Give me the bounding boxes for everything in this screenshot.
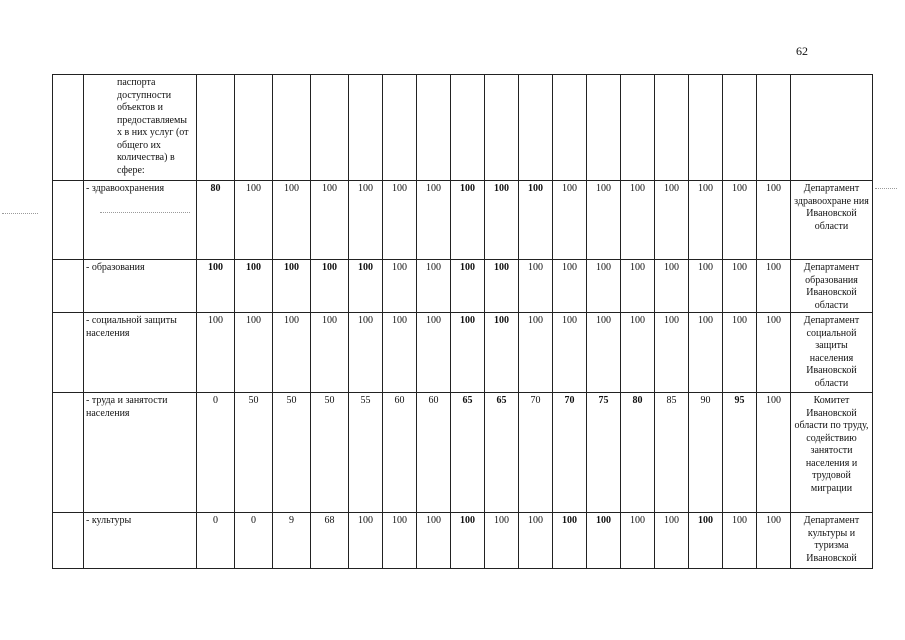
value-cell: 100 [587, 260, 621, 313]
value-cell: 100 [349, 513, 383, 569]
value-cell: 100 [519, 313, 553, 393]
value-cell: 60 [383, 393, 417, 513]
value-cell: 100 [417, 513, 451, 569]
value-cell: 100 [519, 260, 553, 313]
value-cell: 60 [417, 393, 451, 513]
indicator-label: - образования [84, 260, 197, 313]
value-cell: 0 [197, 393, 235, 513]
value-cell: 100 [451, 260, 485, 313]
value-cell: 85 [655, 393, 689, 513]
value-cell: 100 [723, 313, 757, 393]
value-cell: 100 [485, 513, 519, 569]
value-cell: 100 [655, 181, 689, 260]
value-cell: 100 [757, 313, 791, 393]
value-cell: 100 [485, 313, 519, 393]
table-row [53, 260, 873, 313]
value-cell: 70 [553, 393, 587, 513]
value-cell: 100 [689, 260, 723, 313]
value-cell [689, 75, 723, 181]
indicator-table [52, 74, 873, 569]
scan-artifact [100, 212, 190, 213]
value-cell [587, 75, 621, 181]
value-cell: 9 [273, 513, 311, 569]
value-cell [311, 75, 349, 181]
value-cell [383, 75, 417, 181]
value-cell: 100 [519, 513, 553, 569]
value-cell: 100 [485, 181, 519, 260]
value-cell: 100 [587, 513, 621, 569]
value-cell: 100 [235, 313, 273, 393]
value-cell: 100 [621, 260, 655, 313]
value-cell [417, 75, 451, 181]
value-cell: 100 [655, 260, 689, 313]
value-cell: 100 [689, 513, 723, 569]
value-cell: 100 [197, 313, 235, 393]
value-cell: 65 [451, 393, 485, 513]
value-cell [723, 75, 757, 181]
value-cell: 0 [197, 513, 235, 569]
indicator-label: - культуры [84, 513, 197, 569]
value-cell: 100 [451, 513, 485, 569]
value-cell: 75 [587, 393, 621, 513]
value-cell: 80 [197, 181, 235, 260]
page-number: 62 [796, 44, 808, 58]
value-cell: 100 [655, 513, 689, 569]
value-cell: 100 [553, 513, 587, 569]
value-cell: 65 [485, 393, 519, 513]
value-cell: 100 [553, 181, 587, 260]
value-cell: 50 [273, 393, 311, 513]
value-cell [197, 75, 235, 181]
indicator-label: паспорта доступности объектов и предоставляемы х в них услуг (от общего их количества) в сфере: [84, 75, 197, 181]
value-cell: 100 [553, 313, 587, 393]
value-cell [273, 75, 311, 181]
value-cell: 100 [451, 181, 485, 260]
value-cell: 95 [723, 393, 757, 513]
value-cell: 50 [235, 393, 273, 513]
responsible-authority: Департамент социальной защиты населения Ивановской области [791, 313, 873, 393]
value-cell: 100 [723, 181, 757, 260]
value-cell: 70 [519, 393, 553, 513]
value-cell: 100 [273, 313, 311, 393]
value-cell: 90 [689, 393, 723, 513]
indicator-label: - труда и занятости населения [84, 393, 197, 513]
value-cell: 100 [273, 260, 311, 313]
indicator-label: - социальной защиты населения [84, 313, 197, 393]
scan-artifact [875, 188, 897, 189]
row-index-cell [53, 260, 84, 313]
value-cell: 100 [689, 181, 723, 260]
value-cell: 100 [417, 181, 451, 260]
value-cell: 100 [587, 313, 621, 393]
value-cell: 100 [197, 260, 235, 313]
value-cell: 100 [757, 181, 791, 260]
responsible-authority [791, 75, 873, 181]
table-row [53, 313, 873, 393]
value-cell: 100 [311, 313, 349, 393]
responsible-authority: Департамент образования Ивановской области [791, 260, 873, 313]
value-cell: 100 [311, 181, 349, 260]
value-cell: 100 [757, 513, 791, 569]
row-index-cell [53, 393, 84, 513]
value-cell: 55 [349, 393, 383, 513]
row-index-cell [53, 75, 84, 181]
value-cell: 100 [587, 181, 621, 260]
value-cell: 100 [235, 181, 273, 260]
value-cell [655, 75, 689, 181]
value-cell [621, 75, 655, 181]
table-row [53, 393, 873, 513]
value-cell: 0 [235, 513, 273, 569]
value-cell: 100 [235, 260, 273, 313]
value-cell [451, 75, 485, 181]
value-cell [757, 75, 791, 181]
responsible-authority: Комитет Ивановской области по труду, содействию занятости населения и трудовой миграции [791, 393, 873, 513]
value-cell: 80 [621, 393, 655, 513]
value-cell: 100 [485, 260, 519, 313]
value-cell: 100 [383, 260, 417, 313]
value-cell [349, 75, 383, 181]
value-cell: 100 [349, 181, 383, 260]
responsible-authority: Департамент здравоохране ния Ивановской области [791, 181, 873, 260]
value-cell: 100 [621, 513, 655, 569]
value-cell: 100 [757, 260, 791, 313]
value-cell [553, 75, 587, 181]
value-cell: 100 [349, 260, 383, 313]
value-cell: 100 [273, 181, 311, 260]
value-cell: 68 [311, 513, 349, 569]
value-cell: 100 [621, 313, 655, 393]
scan-artifact [2, 213, 38, 214]
value-cell: 100 [723, 513, 757, 569]
value-cell: 100 [383, 513, 417, 569]
value-cell: 100 [689, 313, 723, 393]
table-row [53, 181, 873, 260]
indicator-label: - здравоохранения [84, 181, 197, 260]
value-cell: 100 [417, 313, 451, 393]
table-row [53, 75, 873, 181]
value-cell [519, 75, 553, 181]
row-index-cell [53, 513, 84, 569]
value-cell: 100 [519, 181, 553, 260]
value-cell: 100 [757, 393, 791, 513]
value-cell: 100 [655, 313, 689, 393]
value-cell: 100 [417, 260, 451, 313]
value-cell: 100 [349, 313, 383, 393]
value-cell [235, 75, 273, 181]
responsible-authority: Департамент культуры и туризма Ивановской [791, 513, 873, 569]
value-cell: 50 [311, 393, 349, 513]
value-cell: 100 [311, 260, 349, 313]
value-cell: 100 [383, 313, 417, 393]
value-cell: 100 [451, 313, 485, 393]
row-index-cell [53, 313, 84, 393]
value-cell: 100 [553, 260, 587, 313]
value-cell: 100 [723, 260, 757, 313]
value-cell [485, 75, 519, 181]
value-cell: 100 [621, 181, 655, 260]
table-row [53, 513, 873, 569]
row-index-cell [53, 181, 84, 260]
value-cell: 100 [383, 181, 417, 260]
